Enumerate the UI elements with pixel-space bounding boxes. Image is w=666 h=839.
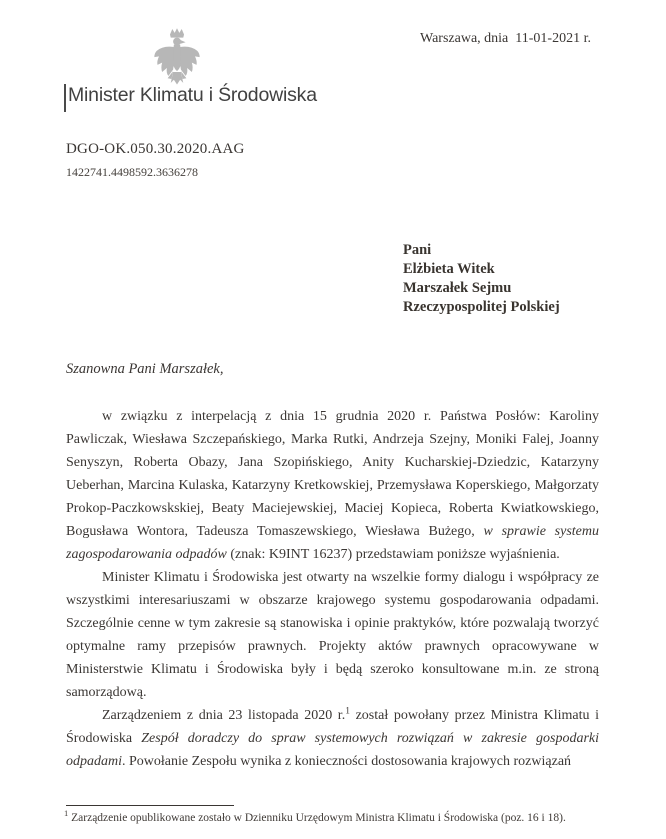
recipient-line-title: Marszałek Sejmu: [403, 280, 512, 296]
document-id: 1422741.4498592.3636278: [66, 165, 198, 179]
salutation: Szanowna Pani Marszałek,: [66, 361, 224, 377]
recipient-line-name: Elżbieta Witek: [403, 261, 495, 277]
reference-number: DGO-OK.050.30.2020.AAG: [66, 141, 245, 157]
footnote-area: [64, 805, 601, 825]
recipient-line-salutation: Pani: [403, 242, 432, 258]
footnote-text: Zarządzenie opublikowane zostało w Dzienniku Urzędowym Ministra Klimatu i Środowiska (poz. 16 i 18).: [68, 812, 566, 824]
date-line: Warszawa, dnia 11-01-2021 r.: [420, 31, 591, 46]
sender-title: Minister Klimatu i Środowiska: [68, 84, 317, 106]
recipient-block: [403, 241, 560, 317]
paragraph-interpellation: w związku z interpelacją z dnia 15 grudnia 2020 r. Państwa Posłów: Karoliny Pawliczak, Wiesława Szczepańskiego, Marka Rutki, Andrzeja Szejny, Moniki Falej, Joanny Senyszyn, Roberta Obazy, Jana Szopińskiego, Anity Kucharskiej-Dziedzic, Katarzyny Ueberhan, Marcina Kulaska, Katarzyny Kretkowskiej, Przemysława Koperskiego, Małgorzaty Prokop-Paczkowskskiej, Beaty Maciejewskiej, Maciej Kopieca, Roberta Kwiatkowskiego, Bogusława Wontora, Tadeusza Tomaszewskiego, Wiesława Bużego, w sprawie systemu zagospodarowania odpadów (znak: K9INT 16237) przedstawiam poniższe wyjaśnienia.: [66, 409, 599, 562]
footnote: [64, 808, 601, 825]
letter-body: [66, 358, 599, 773]
paragraph-dialogue: Minister Klimatu i Środowiska jest otwarty na wszelkie formy dialogu i współpracy ze wszystkimi interesariuszami w obszarze krajowego systemu gospodarowania odpadami. Szczególnie cenne w tym zakresie są stanowiska i opinie praktyków, które pozwalają tworzyć optymalne ramy przepisów prawnych. Projekty aktów prawnych opracowywane w Ministerstwie Klimatu i Środowiska były i będą szeroko konsultowane m.in. ze stroną samorządową.: [66, 570, 599, 700]
footnote-separator: [66, 805, 234, 806]
recipient-line-institution: Rzeczypospolitej Polskiej: [403, 299, 560, 315]
text-cursor-artifact: [64, 84, 66, 112]
paragraph-advisory-team: Zarządzeniem z dnia 23 listopada 2020 r.$^1$ został powołany przez Ministra Klimatu i Środowiska Zespół doradczy do spraw systemowych rozwiązań w zakresie gospodarki odpadami. Powołanie Zespołu wynika z konieczności dostosowania krajowych rozwiązań: [66, 706, 600, 769]
footnote-marker: 1: [64, 808, 69, 819]
